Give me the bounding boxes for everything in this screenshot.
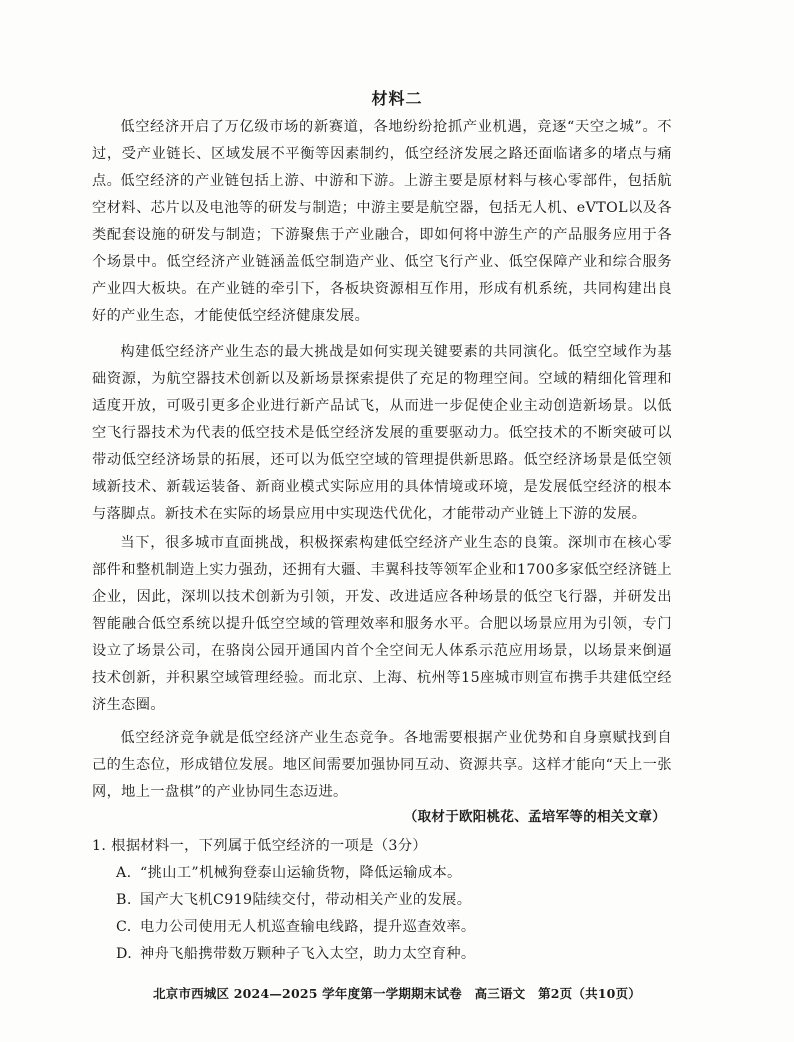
paragraph-3: 构建低空经济产业生态的最大挑战是如何实现关键要素的共同演化。低空空域作为基础资源，为航空器技术创新以及新场景探索提供了充足的物理空间。空域的精细化管理和适度开放，可吸引更多企业进行新产品试飞，从而进一步促使企业主动创造新场景。以低空飞行器技术为代表的低空技术是低空经济发展的重要驱动力。低空技术的不断突破可以带动低空经济场景的拓展，还可以为低空空域的管理提供新思路。低空经济场景是低空领域新技术、新载运装备、新商业模式实际应用的具体情境或环境，是发展低空经济的根本与落脚点。新技术在实际的场景应用中实现迭代优化，才能带动产业链上下游的发展。 (92, 344, 672, 522)
paragraph-4: 当下，很多城市直面挑战，积极探索构建低空经济产业生态的良策。深圳市在核心零部件和整机制造上实力强劲，还拥有大疆、丰翼科技等领军企业和1700多家低空经济链上企业，因此，深圳以技术创新为引领，开发、改进适应各种场景的低空飞行器，并研发出智能融合低空系统以提升低空空域的管理效率和服务水平。合肥以场景应用为引领，专门设立了场景公司，在骆岗公园开通国内首个全空间无人体系示范应用场景，以场景来倒逼技术创新，并积累空域管理经验。而北京、上海、杭州等15座城市则宣布携手共建低空经济生态圈。 (92, 535, 672, 713)
page-footer: 北京市西城区 2024—2025 学年度第一学期期末试卷 高三语文 第2页（共10页） (153, 986, 641, 1001)
option-text: 电力公司使用无人机巡查输电线路，提升巡查效率。 (140, 919, 476, 935)
paragraph-1: 低空经济开启了万亿级市场的新赛道，各地纷纷抢抓产业机遇，竞逐“天空之城”。不过，受产业链长、区域发展不平衡等因素制约，低空经济发展之路还面临诸多的堵点与痛点。 (92, 119, 672, 189)
question-1 (92, 833, 692, 968)
option-text: 国产大飞机C919陆续交付，带动相关产业的发展。 (140, 892, 472, 908)
option-text: 神舟飞船携带数万颗种子飞入太空，助力太空育种。 (140, 946, 476, 962)
option-letter: A. (116, 865, 132, 881)
option-a[interactable] (92, 860, 692, 887)
option-letter: D. (116, 946, 133, 962)
option-b[interactable] (92, 887, 692, 914)
section-title: 材料二 (371, 89, 423, 108)
paragraph-2: 低空经济的产业链包括上游、中游和下游。上游主要是原材料与核心零部件，包括航空材料、芯片以及电池等的研发与制造；中游主要是航空器，包括无人机、eVTOL以及各类配套设施的研发与制造；下游聚焦于产业融合，即如何将中游生产的产品服务应用于各个场景中。低空经济产业链涵盖低空制造产业、低空飞行产业、低空保障产业和综合服务产业四大板块。在产业链的牵引下，各板块资源相互作用，形成有机系统，共同构建出良好的产业生态，才能使低空经济健康发展。 (92, 173, 672, 324)
question-stem: 1. 根据材料一，下列属于低空经济的一项是（3分） (92, 838, 428, 854)
paragraph-5: 低空经济竞争就是低空经济产业生态竞争。各地需要根据产业优势和自身禀赋找到自己的生态位，形成错位发展。地区间需要加强协同互动、资源共享。这样才能向“天上一张网，地上一盘棋”的产业协同生态迈进。 (92, 730, 672, 800)
option-text: “挑山工”机械狗登泰山运输货物，降低运输成本。 (140, 865, 462, 881)
source-citation: （取材于欧阳桃花、孟培军等的相关文章） (403, 809, 666, 825)
option-letter: C. (116, 919, 132, 935)
option-d[interactable] (92, 941, 692, 968)
option-letter: B. (116, 892, 132, 908)
option-c[interactable] (92, 914, 692, 941)
